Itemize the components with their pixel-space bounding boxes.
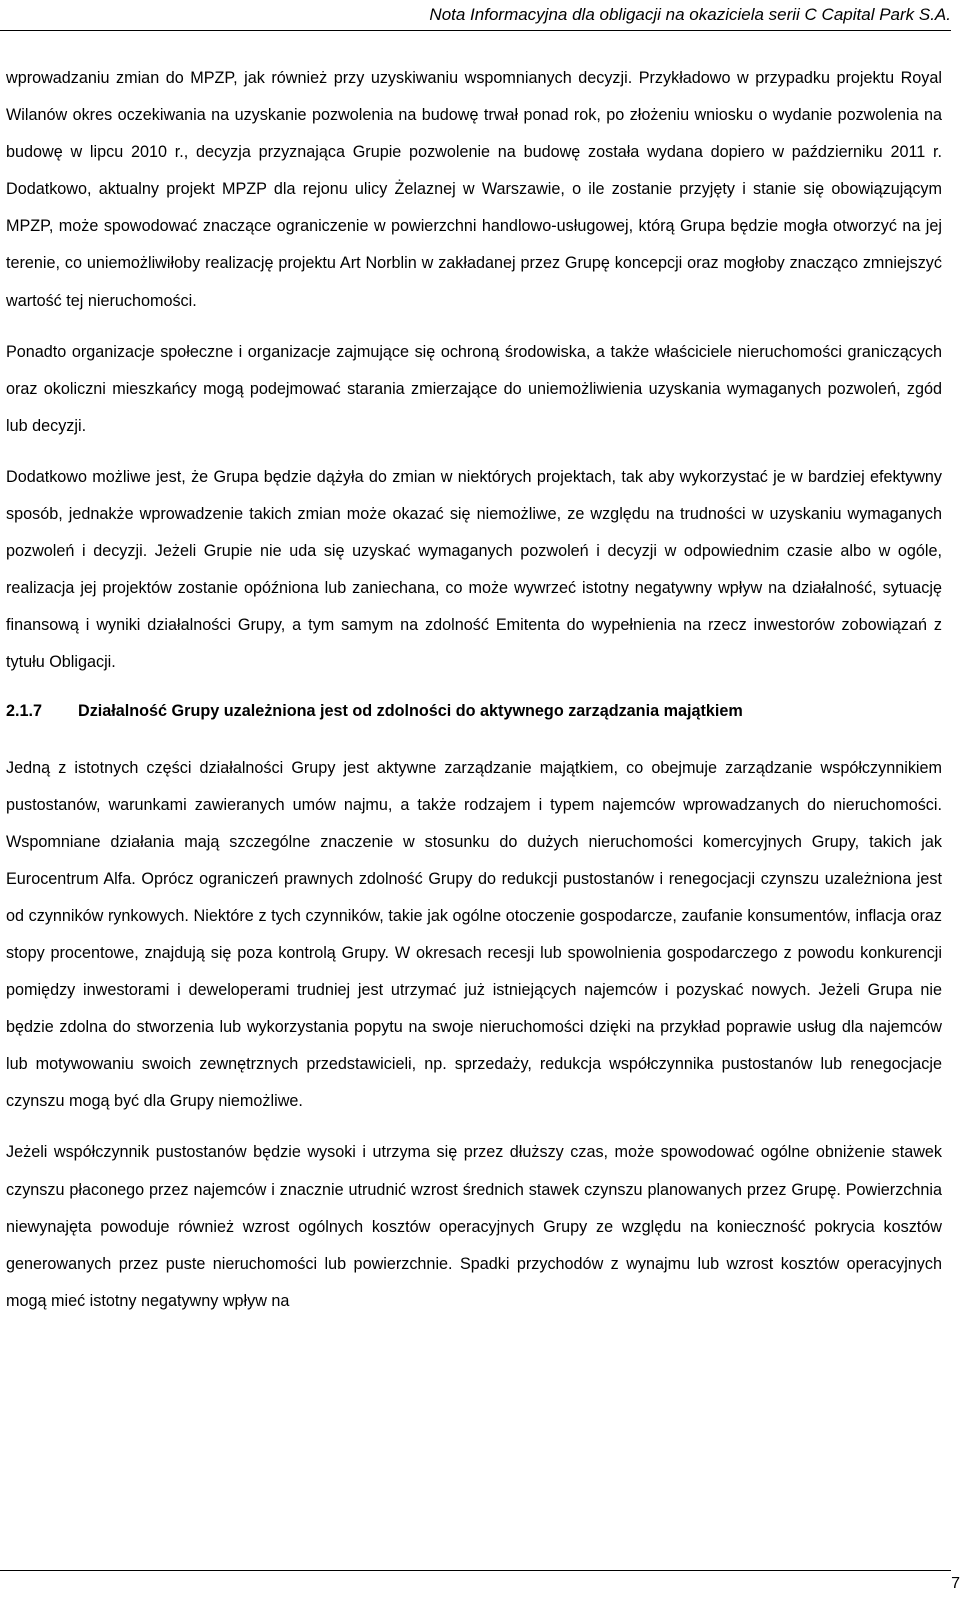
paragraph: Dodatkowo możliwe jest, że Grupa będzie dążyła do zmian w niektórych projektach, tak aby wykorzystać je w bardziej efektywny sposób, jednakże wprowadzenie takich zmian może okazać się niemożliwe, ze względu na trudności w uzyskaniu wymaganych pozwoleń i decyzji. Jeżeli Grupie nie uda się uzyskać wymaganych pozwoleń i decyzji w odpowiednim czasie albo w ogóle, realizacja jej projektów zostanie opóźniona lub zaniechana, co może wywrzeć istotny negatywny wpływ na działalność, sytuację finansową i wyniki działalności Grupy, a tym samym na zdolność Emitenta do wypełnienia na rzecz inwestorów zobowiązań z tytułu Obligacji. <box>6 467 942 672</box>
section-title: Działalność Grupy uzależniona jest od zdolności do aktywnego zarządzania majątkiem <box>78 701 743 720</box>
page-header <box>0 4 951 31</box>
document-body <box>6 60 942 1334</box>
section-number: 2.1.7 <box>6 701 43 720</box>
paragraph: Jeżeli współczynnik pustostanów będzie wysoki i utrzyma się przez dłuższy czas, może spowodować ogólne obniżenie stawek czynszu płaconego przez najemców i znacznie utrudnić wzrost średnich stawek czynszu planowanych przez Grupę. Powierzchnia niewynajęta powoduje również wzrost ogólnych kosztów operacyjnych Grupy ze względu na konieczność pokrycia kosztów generowanych przez puste nieruchomości lub powierzchnie. Spadki przychodów z wynajmu lub wzrost kosztów operacyjnych mogą mieć istotny negatywny wpływ na <box>6 1143 942 1310</box>
paragraph: wprowadzaniu zmian do MPZP, jak również przy uzyskiwaniu wspomnianych decyzji. Przykładowo w przypadku projektu Royal Wilanów okres oczekiwania na uzyskanie pozwolenia na budowę trwał ponad rok, po złożeniu wniosku o wydanie pozwolenia na budowę w lipcu 2010 r., decyzja przyznająca Grupie pozwolenie na budowę została wydana dopiero w październiku 2011 r. Dodatkowo, aktualny projekt MPZP dla rejonu ulicy Żelaznej w Warszawie, o ile zostanie przyjęty i stanie się obowiązującym MPZP, może spowodować znaczące ograniczenie w powierzchni handlowo-usługowej, którą Grupa będzie mogła otworzyć na jej terenie, co uniemożliwiłoby realizację projektu Art Norblin w zakładanej przez Grupę koncepcji oraz mogłoby znacząco zmniejszyć wartość tej nieruchomości. <box>6 69 942 310</box>
page-number: 7 <box>951 1575 960 1592</box>
document-title: Nota Informacyjna dla obligacji na okaziciela serii C Capital Park S.A. <box>429 5 951 24</box>
section-heading <box>6 698 942 724</box>
page-footer-rule <box>0 1570 951 1571</box>
paragraph: Ponadto organizacje społeczne i organizacje zajmujące się ochroną środowiska, a także właściciele nieruchomości graniczących oraz okoliczni mieszkańcy mogą podejmować starania zmierzające do uniemożliwienia uzyskania wymaganych pozwoleń, zgód lub decyzji. <box>6 342 942 435</box>
paragraph: Jedną z istotnych części działalności Grupy jest aktywne zarządzanie majątkiem, co obejmuje zarządzanie współczynnikiem pustostanów, warunkami zawieranych umów najmu, a także rodzajem i typem najemców wprowadzanych do nieruchomości. Wspomniane działania mają szczególne znaczenie w stosunku do dużych nieruchomości komercyjnych Grupy, takich jak Eurocentrum Alfa. Oprócz ograniczeń prawnych zdolność Grupy do redukcji pustostanów i renegocjacji czynszu uzależniona jest od czynników rynkowych. Niektóre z tych czynników, takie jak ogólne otoczenie gospodarcze, zaufanie konsumentów, inflacja oraz stopy procentowe, znajdują się poza kontrolą Grupy. W okresach recesji lub spowolnienia gospodarczego z powodu konkurencji pomiędzy inwestorami i deweloperami trudniej jest utrzymać już istniejących najemców i pozyskać nowych. Jeżeli Grupa nie będzie zdolna do stworzenia lub wykorzystania popytu na swoje nieruchomości dzięki na przykład poprawie usług dla najemców lub motywowaniu swoich zewnętrznych przedstawicieli, np. sprzedaży, redukcja współczynnika pustostanów lub renegocjacje czynszu mogą być dla Grupy niemożliwe. <box>6 758 942 1111</box>
